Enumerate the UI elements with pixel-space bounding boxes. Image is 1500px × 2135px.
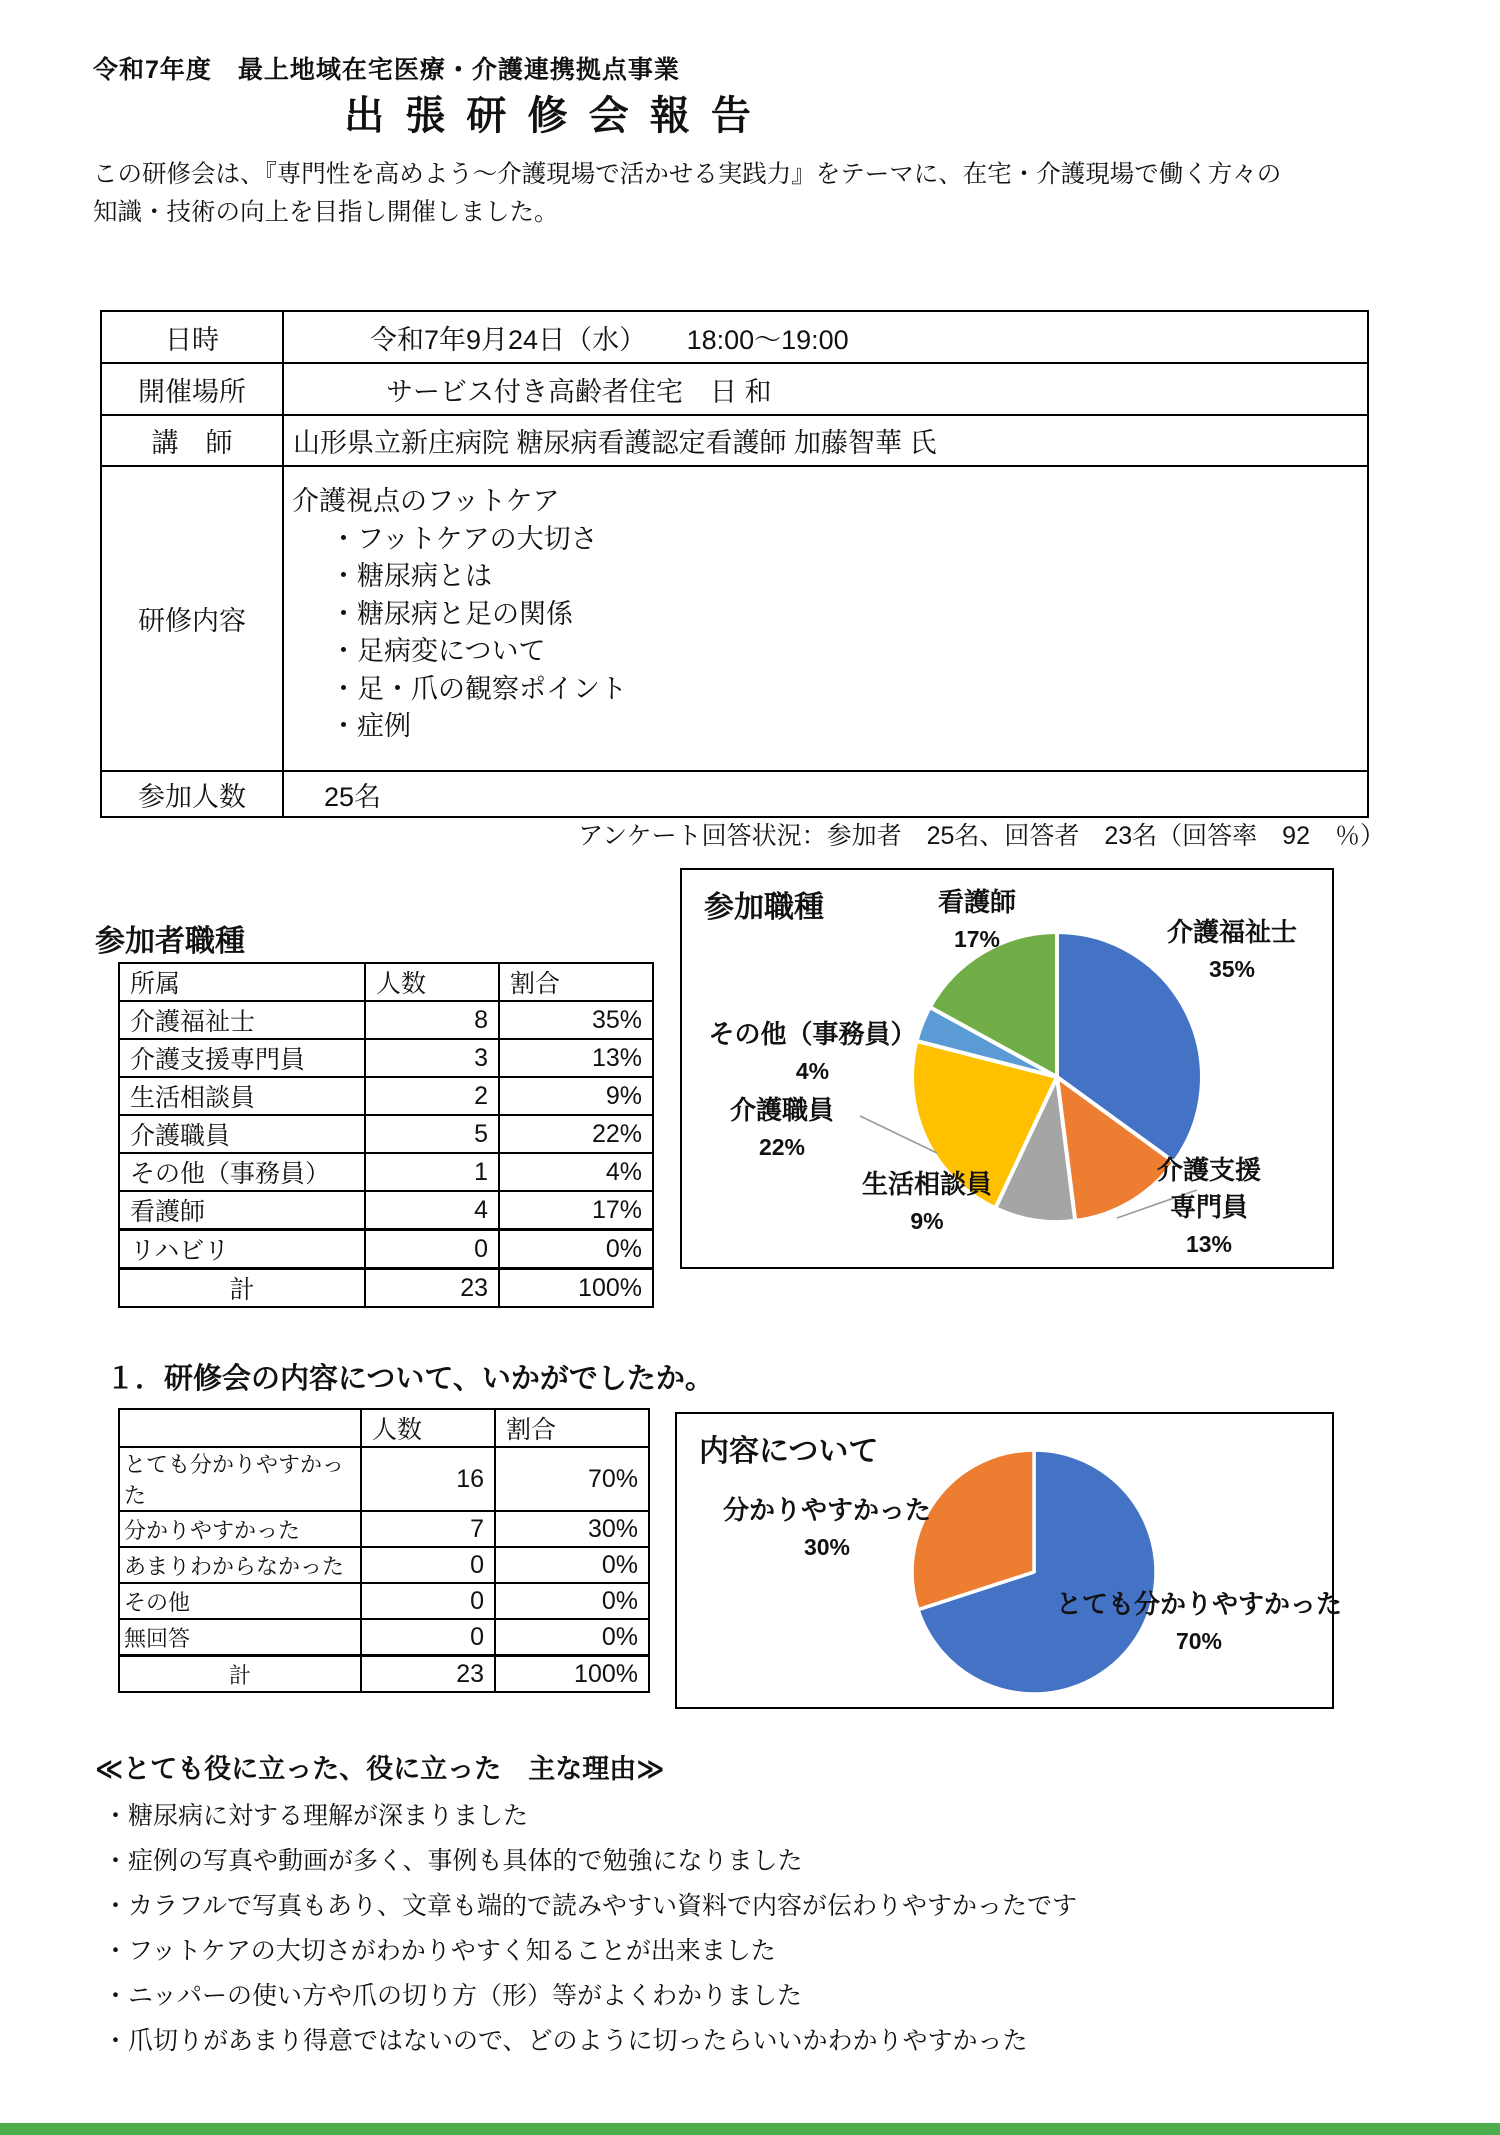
col-header-affiliation: 所属 xyxy=(119,963,365,1001)
table-row xyxy=(119,1619,649,1656)
table-row-place xyxy=(102,362,1367,414)
table-row xyxy=(119,1115,653,1153)
reason-item: ・症例の写真や動画が多く、事例も具体的で勉強になりました xyxy=(103,1847,803,1875)
cell-total-label: 計 xyxy=(119,1269,365,1308)
cell-total-ratio: 100% xyxy=(495,1656,649,1693)
question1-pie-box xyxy=(675,1412,1342,1709)
pie-label-text: 介護福祉士 xyxy=(1166,917,1297,947)
pie-label-pct: 13% xyxy=(1185,1231,1233,1257)
cell-count: 8 xyxy=(365,1001,499,1039)
cell-count: 5 xyxy=(365,1115,499,1153)
lecturer-label: 講 師 xyxy=(102,416,284,465)
participants-value: 25名 xyxy=(324,781,382,812)
date-label: 日時 xyxy=(102,312,284,362)
pie-label-pct: 22% xyxy=(758,1134,806,1160)
place-label: 開催場所 xyxy=(102,364,284,414)
cell-affiliation: 介護職員 xyxy=(119,1115,365,1153)
question1-heading: １．研修会の内容について、いかがでしたか。 xyxy=(106,1363,714,1395)
cell-count: 0 xyxy=(361,1619,495,1656)
content-label: 研修内容 xyxy=(102,467,284,770)
footer-green-bar xyxy=(0,2123,1500,2135)
table-row-lecturer xyxy=(102,414,1367,465)
reason-item: ・フットケアの大切さがわかりやすく知ることが出来ました xyxy=(103,1937,776,1965)
pie-label-pct: 17% xyxy=(953,926,1001,952)
table-row xyxy=(119,1230,653,1269)
cell-answer: あまりわからなかった xyxy=(119,1547,361,1583)
reasons-list xyxy=(103,1794,1077,2064)
cell-count: 0 xyxy=(361,1583,495,1619)
cell-answer: 分かりやすかった xyxy=(119,1511,361,1547)
cell-ratio: 35% xyxy=(499,1001,653,1039)
col-header-count: 人数 xyxy=(365,963,499,1001)
participants-label: 参加人数 xyxy=(102,772,284,816)
pie-label-nurse xyxy=(902,884,1052,958)
cell-ratio: 17% xyxy=(499,1191,653,1230)
cell-answer: 無回答 xyxy=(119,1619,361,1656)
table-row xyxy=(119,1547,649,1583)
occupation-pie-box xyxy=(680,868,1334,1269)
cell-total-count: 23 xyxy=(365,1269,499,1308)
col-header-count: 人数 xyxy=(361,1409,495,1447)
pie-label-text: 介護職員 xyxy=(729,1095,834,1125)
pie-label-counselor xyxy=(837,1166,1017,1240)
intro-line-2: 知識・技術の向上を目指し開催しました。 xyxy=(93,199,559,226)
cell-affiliation: 介護福祉士 xyxy=(119,1001,365,1039)
cell-ratio: 0% xyxy=(495,1547,649,1583)
col-header-ratio: 割合 xyxy=(499,963,653,1001)
table-row xyxy=(119,1001,653,1039)
page-title: 出 張 研 修 会 報 告 xyxy=(344,94,756,138)
table-row xyxy=(119,1511,649,1547)
survey-response-status: アンケート回答状況：参加者 25名、回答者 23名（回答率 92 ％） xyxy=(578,822,1385,850)
program-name-line: 令和7年度 最上地域在宅医療・介護連携拠点事業 xyxy=(93,56,680,84)
table-row xyxy=(119,1077,653,1115)
intro-paragraph xyxy=(93,156,1281,232)
reason-item: ・爪切りがあまり得意ではないので、どのように切ったらいいかわかりやすかった xyxy=(103,2027,1028,2055)
table-row xyxy=(119,1191,653,1230)
session-info-table xyxy=(100,310,1369,818)
cell-affiliation: 生活相談員 xyxy=(119,1077,365,1115)
pie-label-care-manager xyxy=(1150,1152,1268,1263)
content-item: ・フットケアの大切さ xyxy=(330,523,598,554)
table-row xyxy=(119,1447,649,1511)
content-item: ・糖尿病と足の関係 xyxy=(330,598,573,629)
occupation-table xyxy=(118,962,654,1308)
intro-line-1: この研修会は、『専門性を高めよう～介護現場で活かせる実践力』をテーマに、在宅・介護現場で働く方々の xyxy=(93,161,1282,188)
cell-count: 16 xyxy=(361,1447,495,1511)
cell-ratio: 0% xyxy=(495,1619,649,1656)
cell-answer: とても分かりやすかった xyxy=(119,1447,361,1511)
cell-affiliation: リハビリ xyxy=(119,1230,365,1269)
pie-label-text: 分かりやすかった xyxy=(722,1495,931,1525)
table-row xyxy=(119,1153,653,1191)
cell-total-ratio: 100% xyxy=(499,1269,653,1308)
reason-item: ・糖尿病に対する理解が深まりました xyxy=(103,1802,529,1830)
cell-ratio: 9% xyxy=(499,1077,653,1115)
empty-header-cell xyxy=(119,1409,361,1447)
question1-table xyxy=(118,1408,650,1693)
cell-count: 2 xyxy=(365,1077,499,1115)
table-row xyxy=(119,1039,653,1077)
cell-total-count: 23 xyxy=(361,1656,495,1693)
occupation-heading: 参加者職種 xyxy=(95,925,245,958)
chart-title: 参加職種 xyxy=(704,891,824,924)
pie-label-pct: 9% xyxy=(910,1208,944,1234)
cell-ratio: 13% xyxy=(499,1039,653,1077)
place-value: サービス付き高齢者住宅 日 和 xyxy=(386,376,772,407)
lecturer-value: 山形県立新庄病院 糖尿病看護認定看護師 加藤智華 氏 xyxy=(293,428,937,458)
col-header-ratio: 割合 xyxy=(495,1409,649,1447)
cell-count: 0 xyxy=(361,1547,495,1583)
table-row xyxy=(119,1583,649,1619)
date-value: 令和7年9月24日（水） 18:00～19:00 xyxy=(370,324,849,355)
content-item: ・症例 xyxy=(330,711,411,741)
cell-ratio: 70% xyxy=(495,1447,649,1511)
pie-label-text: 介護支援専門員 xyxy=(1156,1155,1261,1222)
reasons-heading: ≪とても役に立った、役に立った 主な理由≫ xyxy=(95,1754,665,1784)
content-value xyxy=(284,467,1367,770)
table-row-content xyxy=(102,465,1367,770)
pie-label-pct: 30% xyxy=(803,1534,851,1560)
header-row xyxy=(119,1409,649,1447)
cell-count: 1 xyxy=(365,1153,499,1191)
reason-item: ・ニッパーの使い方や爪の切り方（形）等がよくわかりました xyxy=(103,1982,803,2010)
pie-label-care-staff xyxy=(707,1092,857,1166)
cell-affiliation: 看護師 xyxy=(119,1191,365,1230)
cell-ratio: 0% xyxy=(495,1583,649,1619)
pie-label-other xyxy=(690,1016,935,1090)
cell-count: 3 xyxy=(365,1039,499,1077)
total-row xyxy=(119,1656,649,1693)
pie-label-text: 看護師 xyxy=(937,887,1016,917)
pie-label-text: その他（事務員） xyxy=(708,1019,917,1049)
header-row xyxy=(119,963,653,1001)
cell-affiliation: 介護支援専門員 xyxy=(119,1039,365,1077)
pie-label-pct: 35% xyxy=(1208,956,1256,982)
cell-count: 7 xyxy=(361,1511,495,1547)
total-row xyxy=(119,1269,653,1308)
pie-label-understandable xyxy=(702,1492,952,1566)
content-item: ・足病変について xyxy=(330,636,546,666)
cell-ratio: 30% xyxy=(495,1511,649,1547)
cell-count: 0 xyxy=(365,1230,499,1269)
cell-count: 4 xyxy=(365,1191,499,1230)
pie-label-very-understandable xyxy=(1049,1586,1349,1660)
cell-ratio: 0% xyxy=(499,1230,653,1269)
pie-label-text: 生活相談員 xyxy=(861,1169,992,1199)
pie-label-care-worker xyxy=(1137,914,1327,988)
pie-label-text: とても分かりやすかった xyxy=(1055,1589,1342,1619)
cell-total-label: 計 xyxy=(119,1656,361,1693)
content-item: ・足・爪の観察ポイント xyxy=(330,673,627,704)
table-row-participants xyxy=(102,770,1367,816)
pie-label-pct: 4% xyxy=(795,1058,830,1084)
table-row-date xyxy=(102,312,1367,362)
content-title: 介護視点のフットケア xyxy=(292,486,560,516)
chart-title: 内容について xyxy=(699,1435,879,1468)
cell-affiliation: その他（事務員） xyxy=(119,1153,365,1191)
cell-ratio: 22% xyxy=(499,1115,653,1153)
cell-ratio: 4% xyxy=(499,1153,653,1191)
reason-item: ・カラフルで写真もあり、文章も端的で読みやすい資料で内容が伝わりやすかったです xyxy=(103,1892,1078,1920)
pie-label-pct: 70% xyxy=(1175,1628,1223,1654)
cell-answer: その他 xyxy=(119,1583,361,1619)
content-item: ・糖尿病とは xyxy=(330,561,492,591)
